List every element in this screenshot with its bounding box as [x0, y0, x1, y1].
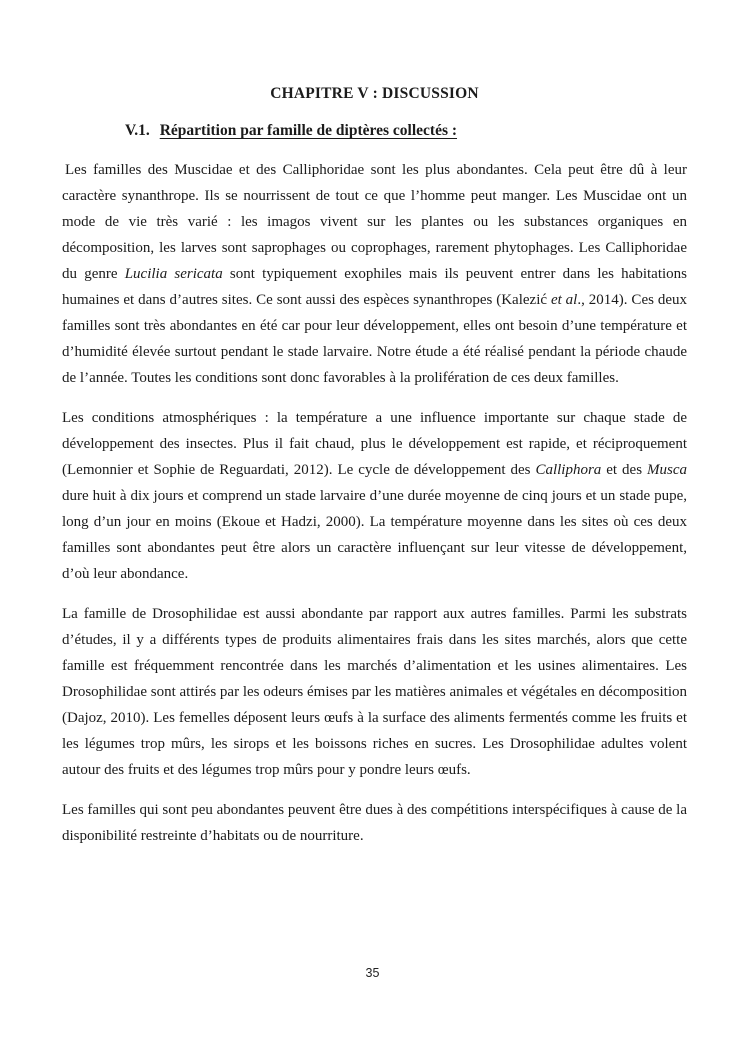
text-segment: sont typiquement exophiles mais ils peuvent entrer dans les habitations humaines et dans d’autres sites. Ce sont aussi des espèces synanthropes (Kalezić: [62, 266, 687, 308]
italic-text: et al: [550, 292, 578, 308]
italic-text: Musca: [646, 462, 687, 478]
italic-text: Lucilia sericata: [124, 266, 223, 282]
paragraph: [62, 405, 687, 587]
text-segment: Les conditions atmosphériques : la température a une influence importante sur chaque stade de développement des insectes. Plus il fait chaud, plus le développement est rapide, et réciproquement (Lemonnier et Sophie de Reguardati, 2012). Le cycle de développement des: [62, 410, 687, 478]
paragraph: [62, 601, 687, 783]
text-segment: dure huit à dix jours et comprend un stade larvaire d’une durée moyenne de cinq jours et un stade pupe, long d’un jour en moins (Ekoue et Hadzi, 2000). La température moyenne dans les sites où ces deux familles sont abondantes peut être alors un caractère influençant sur leur vitesse de développement, d’où leur abondance.: [62, 488, 687, 582]
text-segment: et des: [601, 462, 647, 478]
page-number: 35: [365, 966, 380, 980]
chapter-title: CHAPITRE V : DISCUSSION: [270, 85, 479, 102]
document-body: [62, 157, 687, 849]
section-heading-text: Répartition par famille de diptères collectés :: [159, 122, 458, 139]
section-heading: [125, 121, 687, 141]
section-number: V.1.: [125, 122, 150, 139]
paragraph: [62, 157, 687, 391]
page-footer: [0, 966, 745, 980]
text-segment: La famille de Drosophilidae est aussi abondante par rapport aux autres familles. Parmi les substrats d’études, il y a différents types de produits alimentaires frais dans les sites marchés, alors que cette famille est fréquemment rencontrée dans les marchés d’alimentation et les usines alimentaires. Les Drosophilidae sont attirés par les odeurs émises par les matières animales et végétales en décomposition (Dajoz, 2010). Les femelles déposent leurs œufs à la surface des aliments fermentés comme les fruits et les légumes trop mûrs, les sirops et les boissons riches en sucres. Les Drosophilidae adultes volent autour des fruits et des légumes trop mûrs pour y pondre leurs œufs.: [62, 606, 687, 778]
paragraph: [62, 797, 687, 849]
italic-text: Calliphora: [535, 462, 602, 478]
text-segment: Les familles qui sont peu abondantes peuvent être dues à des compétitions interspécifiques à cause de la disponibilité restreinte d’habitats ou de nourriture.: [62, 802, 687, 844]
text-segment: Les familles des Muscidae et des Calliphoridae sont les plus abondantes. Cela peut être dû à leur caractère synanthrope. Ils se nourrissent de tout ce que l’homme peut manger. Les Muscidae ont un mode de vie très varié : les imagos vivent sur les plantes ou les substances organiques en décomposition, les larves sont saprophages ou coprophages, rarement phytophages. Les Calliphoridae du genre: [62, 162, 687, 282]
text-segment: ., 2014). Ces deux familles sont très abondantes en été car pour leur développement, elles ont besoin d’une température et d’humidité élevée surtout pendant le stade larvaire. Notre étude a été réalisé pendant la période chaude de l’année. Toutes les conditions sont donc favorables à la prolifération de ces deux familles.: [62, 292, 688, 386]
